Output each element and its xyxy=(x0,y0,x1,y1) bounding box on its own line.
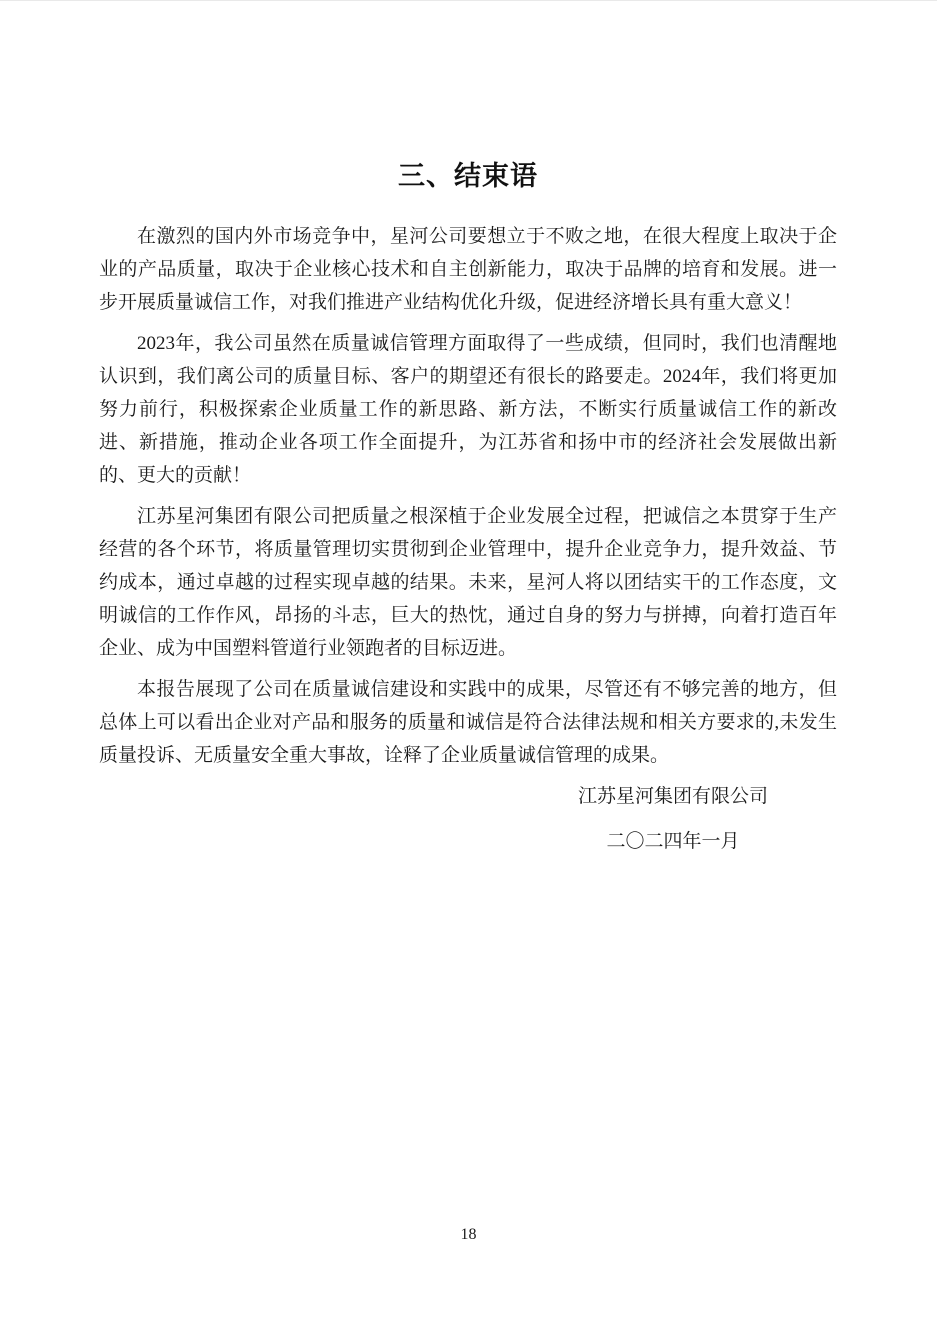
paragraph-2: 2023年，我公司虽然在质量诚信管理方面取得了一些成绩，但同时，我们也清醒地认识到，我们离公司的质量目标、客户的期望还有很长的路要走。2024年，我们将更加努力前行，积极探索企业质量工作的新思路、新方法，不断实行质量诚信工作的新改进、新措施，推动企业各项工作全面提升，为江苏省和扬中市的经济社会发展做出新的、更大的贡献！ xyxy=(99,333,837,486)
signature-block xyxy=(304,780,937,858)
paragraph-4: 本报告展现了公司在质量诚信建设和实践中的成果，尽管还有不够完善的地方，但总体上可以看出企业对产品和服务的质量和诚信是符合法律法规和相关方要求的,未发生质量投诉、无质量安全重大事故，诠释了企业质量诚信管理的成果。 xyxy=(99,679,837,766)
paragraph-3: 江苏星河集团有限公司把质量之根深植于企业发展全过程，把诚信之本贯穿于生产经营的各个环节，将质量管理切实贯彻到企业管理中，提升企业竞争力，提升效益、节约成本，通过卓越的过程实现卓越的结果。未来，星河人将以团结实干的工作态度，文明诚信的工作作风，昂扬的斗志，巨大的热忱，通过自身的努力与拼搏，向着打造百年企业、成为中国塑料管道行业领跑者的目标迈进。 xyxy=(99,506,837,659)
section-heading: 三、结束语 xyxy=(398,161,538,191)
signature-company: 江苏星河集团有限公司 xyxy=(577,786,768,807)
signature-date: 二〇二四年一月 xyxy=(606,831,740,852)
page-content xyxy=(99,157,837,858)
page-number: 18 xyxy=(460,1226,477,1243)
paragraph-1: 在激烈的国内外市场竞争中，星河公司要想立于不败之地，在很大程度上取决于企业的产品质量，取决于企业核心技术和自主创新能力，取决于品牌的培育和发展。进一步开展质量诚信工作，对我们推进产业结构优化升级，促进经济增长具有重大意义！ xyxy=(99,226,837,313)
